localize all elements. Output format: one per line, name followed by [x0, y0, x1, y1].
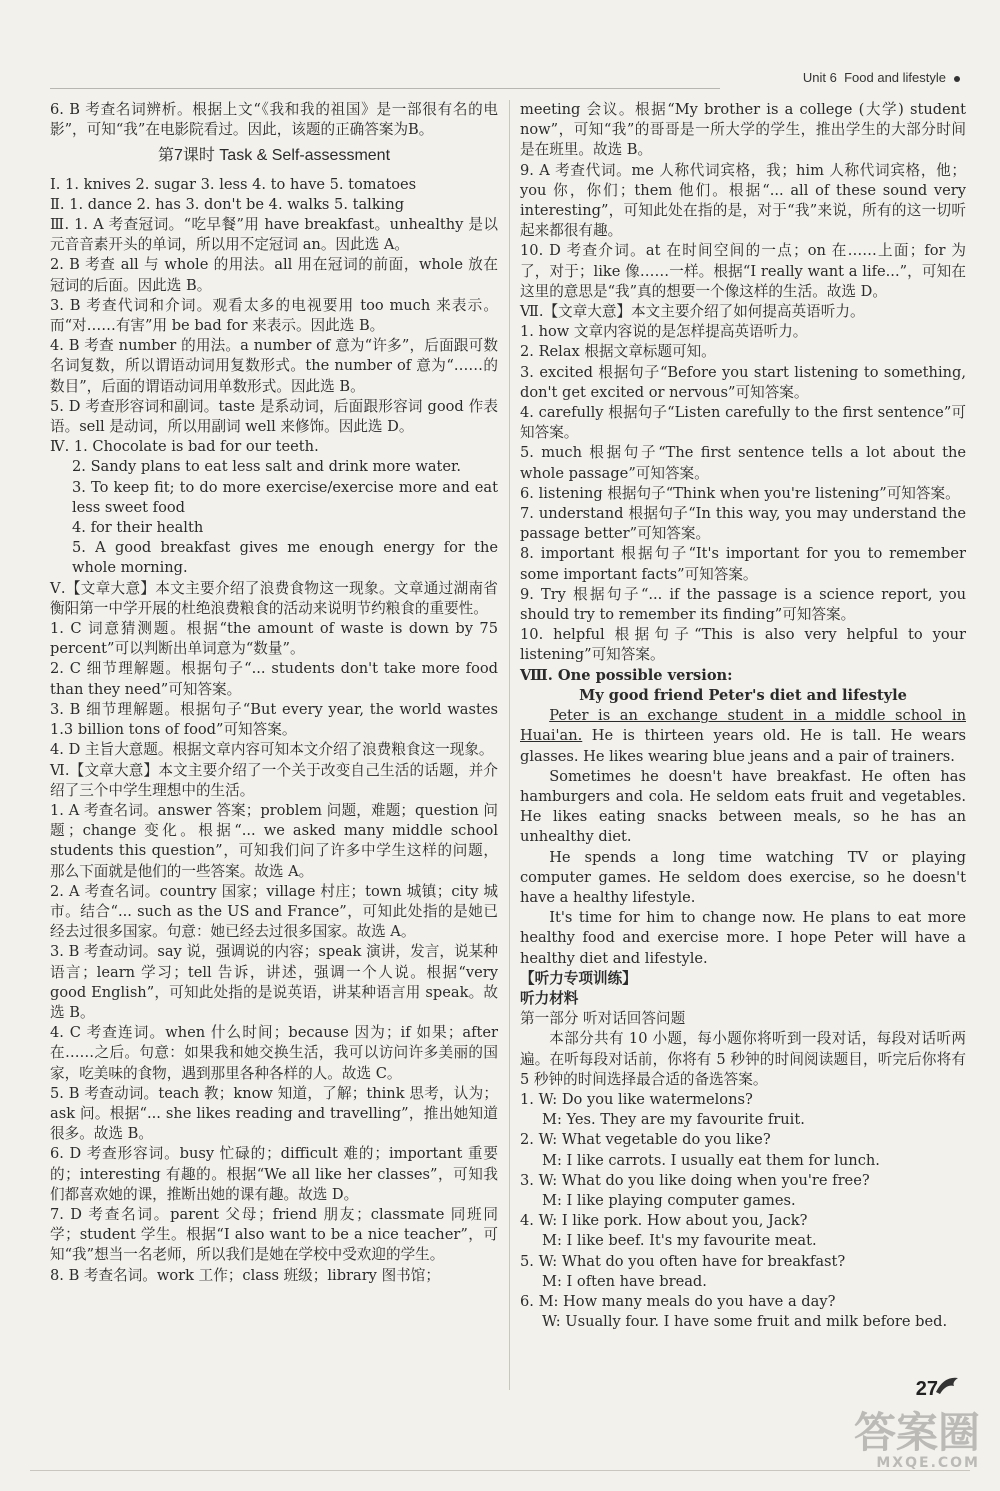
- right-col-line: meeting 会议。根据“My brother is a college (大学) student now”，可知“我”的哥哥是一所大学的学生，推出学生的大部分时间是在班里。故选 B。: [520, 101, 966, 159]
- right-col-line: He spends a long time watching TV or playing computer games. He seldom does exercise, so he doesn't have a healthy lifestyle.: [520, 848, 966, 906]
- left-col-line: Ⅰ. 1. knives 2. sugar 3. less 4. to have 5. tomatoes: [50, 175, 417, 193]
- right-col-line: Ⅷ. One possible version:: [520, 666, 733, 684]
- left-col-line: 7. D 考查名词。parent 父母；friend 朋友；classmate 同班同学；student 学生。根据“I also want to be a nice teacher”，可知“我”想当一名老师，所以我们是她在学校中受欢迎的学生。: [50, 1205, 498, 1264]
- watermark-main: 答案圈: [853, 1408, 980, 1457]
- right-col-line: 8. important 根据句子“It's important for you to remember some important facts”可知答案。: [520, 545, 966, 583]
- page-number: 27: [915, 1378, 938, 1400]
- left-col-line: 5. A good breakfast gives me enough energy for the whole morning.: [72, 539, 498, 577]
- right-col-line: M: Yes. They are my favourite fruit.: [542, 1111, 805, 1129]
- right-column: [520, 100, 966, 1332]
- left-col-line: 6. D 考查形容词。busy 忙碌的；difficult 难的；important 重要的；interesting 有趣的。根据“We all like her classes”，可知我们都喜欢她的课，推断出她的课有趣。故选 D。: [50, 1145, 498, 1203]
- bottom-rule: [30, 1470, 970, 1471]
- right-col-line: 10. helpful 根据句子“This is also very helpful to your listening”可知答案。: [520, 626, 966, 664]
- page-header: [50, 68, 960, 92]
- header-topic: Food and lifestyle: [844, 70, 946, 85]
- right-col-line: 6. listening 根据句子“Think when you're listening”可知答案。: [520, 484, 960, 502]
- right-col-line: Sometimes he doesn't have breakfast. He often has hamburgers and cola. He seldom eats fruit and vegetables. He likes eating snacks between meals, so he has an unhealthy diet.: [520, 767, 966, 846]
- left-col-line: 5. D 考查形容词和副词。taste 是系动词，后面跟形容词 good 作表语。sell 是动词，所以用副词 well 来修饰。因此选 D。: [50, 397, 498, 436]
- left-col-line: 6. B 考查名词辨析。根据上文“《我和我的祖国》是一部很有名的电影”，可知“我”在电影院看过。因此，该题的正确答案为B。: [50, 101, 498, 139]
- right-col-line: 6. M: How many meals do you have a day?: [520, 1292, 836, 1310]
- right-col-line: W: Usually four. I have some fruit and milk before bed.: [542, 1313, 948, 1331]
- right-col-line: M: I like carrots. I usually eat them for lunch.: [542, 1151, 880, 1169]
- watermark: [780, 1408, 980, 1482]
- right-col-line: 9. Try 根据句子“... if the passage is a science report, you should try to remember its finding”可知答案。: [520, 585, 966, 624]
- right-col-line: 【听力专项训练】: [520, 969, 637, 987]
- right-col-line: 9. A 考查代词。me 人称代词宾格，我；him 人称代词宾格，他；you 你，你们；them 他们。根据“... all of these sound very interesting”，可知此处在指的是，对于“我”来说，所有的这一切听起来都很有趣。: [520, 161, 966, 240]
- right-col-line: M: I like playing computer games.: [542, 1191, 796, 1209]
- right-col-line: 10. D 考查介词。at 在时间空间的一点；on 在……上面；for 为了，对于；like 像……一样。根据“I really want a life...”，可知在这里的意思是“我”真的想要一个像这样的生活。故选 D。: [520, 242, 966, 300]
- left-col-line: 2. B 考查 all 与 whole 的用法。all 用在冠词的前面，whole 放在冠词的后面。因此选 B。: [50, 256, 498, 294]
- right-col-line: 1. W: Do you like watermelons?: [520, 1090, 753, 1108]
- left-col-line: 3. B 细节理解题。根据句子“But every year, the world wastes 1.3 billion tons of food”可知答案。: [50, 700, 498, 739]
- left-col-line: 4. D 主旨大意题。根据文章内容可知本文介绍了浪费粮食这一现象。: [50, 741, 494, 759]
- header-dot-icon: [954, 76, 960, 82]
- right-col-line: 1. how 文章内容说的是怎样提高英语听力。: [520, 323, 808, 341]
- left-col-line: 第7课时 Task & Self-assessment: [157, 147, 391, 165]
- right-col-line: My good friend Peter's diet and lifestyle: [579, 686, 907, 704]
- left-col-line: Ⅲ. 1. A 考查冠词。“吃早餐”用 have breakfast。unhealthy 是以元音音素开头的单词，所以用不定冠词 an。因此选 A。: [50, 216, 498, 254]
- left-col-line: 3. To keep fit; to do more exercise/exercise more and eat less sweet food: [72, 478, 498, 516]
- left-column: [50, 100, 498, 1286]
- right-col-line: 7. understand 根据句子“In this way, you may understand the passage better”可知答案。: [520, 505, 966, 543]
- watermark-sub: MXQE.COM: [876, 1455, 980, 1471]
- left-col-line: 1. A 考查名词。answer 答案；problem 问题，难题；question 问题；change 变化。根据“... we asked many middle school students this question”，可知我们问了许多中学生这样的问题，那么下面就是他们的一些答案。故选 A。: [50, 801, 498, 880]
- right-col-line: 3. W: What do you like doing when you're free?: [520, 1171, 870, 1189]
- left-col-line: 5. B 考查动词。teach 教；know 知道，了解；think 思考，认为；ask 问。根据“... she likes reading and travelling”，推出她知道很多。故选 B。: [50, 1084, 498, 1143]
- right-col-line: M: I often have bread.: [542, 1272, 707, 1290]
- left-col-line: Ⅳ. 1. Chocolate is bad for our teeth.: [50, 438, 319, 456]
- left-col-line: Ⅵ.【文章大意】本文主要介绍了一个关于改变自己生活的话题，并介绍了三个中学生理想中的生活。: [50, 761, 498, 799]
- left-col-line: Ⅱ. 1. dance 2. has 3. don't be 4. walks 5. talking: [50, 195, 405, 213]
- left-col-line: Ⅴ.【文章大意】本文主要介绍了浪费食物这一现象。文章通过湖南省衡阳第一中学开展的杜绝浪费粮食的活动来说明节约粮食的重要性。: [50, 579, 498, 617]
- left-col-line: 4. C 考查连词。when 什么时间；because 因为；if 如果；after 在……之后。句意：如果我和她交换生活，我可以访问许多美丽的国家，吃美味的食物，遇到那里各种各样的人。故选 C。: [50, 1024, 498, 1082]
- left-col-line: 2. C 细节理解题。根据句子“... students don't take more food than they need”可知答案。: [50, 660, 498, 698]
- right-col-line: 本部分共有 10 小题，每小题你将听到一段对话，每段对话听两遍。在听每段对话前，你将有 5 秒钟的时间阅读题目，听完后你将有 5 秒钟的时间选择最合适的备选答案。: [520, 1030, 966, 1088]
- left-col-line: 3. B 考查动词。say 说，强调说的内容；speak 演讲，发言，说某种语言；learn 学习；tell 告诉，讲述，强调一个人说。根据“very good English”，可知此处指的是说英语，讲某种语言用 speak。故选 B。: [50, 943, 498, 1021]
- column-divider: [509, 100, 510, 1390]
- left-col-line: 1. C 词意猜测题。根据“the amount of waste is down by 75 percent”可以判断出单词意为“数量”。: [50, 620, 498, 658]
- right-col-line: 4. W: I like pork. How about you, Jack?: [520, 1212, 808, 1230]
- right-col-line: 第一部分 听对话回答问题: [520, 1010, 686, 1028]
- right-col-line: 3. excited 根据句子“Before you start listening to something, don't get excited or nervous”可知答案。: [520, 363, 966, 401]
- right-col-line: 听力材料: [520, 989, 579, 1007]
- left-col-line: 8. B 考查名词。work 工作；class 班级；library 图书馆；: [50, 1266, 440, 1284]
- right-col-line: It's time for him to change now. He plans to eat more healthy food and exercise more. I hope Peter will have a healthy diet and lifestyle.: [520, 909, 966, 967]
- right-col-line: Ⅶ.【文章大意】本文主要介绍了如何提高英语听力。: [520, 303, 865, 321]
- header-unit-title: [803, 70, 960, 85]
- left-col-line: 2. A 考查名词。country 国家；village 村庄；town 城镇；city 城市。结合“... such as the US and France”，可知此处指的是她已经去过很多国家。句意：她已经去过很多国家。故选 A。: [50, 882, 498, 941]
- right-col-line: M: I like beef. It's my favourite meat.: [542, 1232, 817, 1250]
- right-col-line: 4. carefully 根据句子“Listen carefully to the first sentence”可知答案。: [520, 404, 966, 442]
- header-unit: Unit 6: [802, 70, 837, 85]
- left-col-line: 4. B 考查 number 的用法。a number of 意为“许多”，后面跟可数名词复数，所以谓语动词用复数形式。the number of 意为“……的数目”，后面的谓语动词用单数形式。因此选 B。: [50, 337, 498, 395]
- left-col-line: 4. for their health: [72, 519, 204, 537]
- right-col-line: 5. W: What do you often have for breakfast?: [520, 1252, 846, 1270]
- header-rule: [50, 88, 720, 89]
- right-col-line: 5. much 根据句子“The first sentence tells a lot about the whole passage”可知答案。: [520, 444, 966, 482]
- dolphin-icon: [934, 1372, 962, 1400]
- left-col-line: 2. Sandy plans to eat less salt and drink more water.: [72, 458, 462, 476]
- right-col-line: Peter is an exchange student in a middle school in Huai'an. He is thirteen years old. He is tall. He wears glasses. He likes wearing blue jeans and a pair of trainers.: [520, 707, 966, 765]
- right-col-line: 2. Relax 根据文章标题可知。: [520, 343, 716, 361]
- right-col-line: 2. W: What vegetable do you like?: [520, 1131, 771, 1149]
- left-col-line: 3. B 考查代词和介词。观看太多的电视要用 too much 来表示。而“对……有害”用 be bad for 来表示。因此选 B。: [50, 296, 498, 335]
